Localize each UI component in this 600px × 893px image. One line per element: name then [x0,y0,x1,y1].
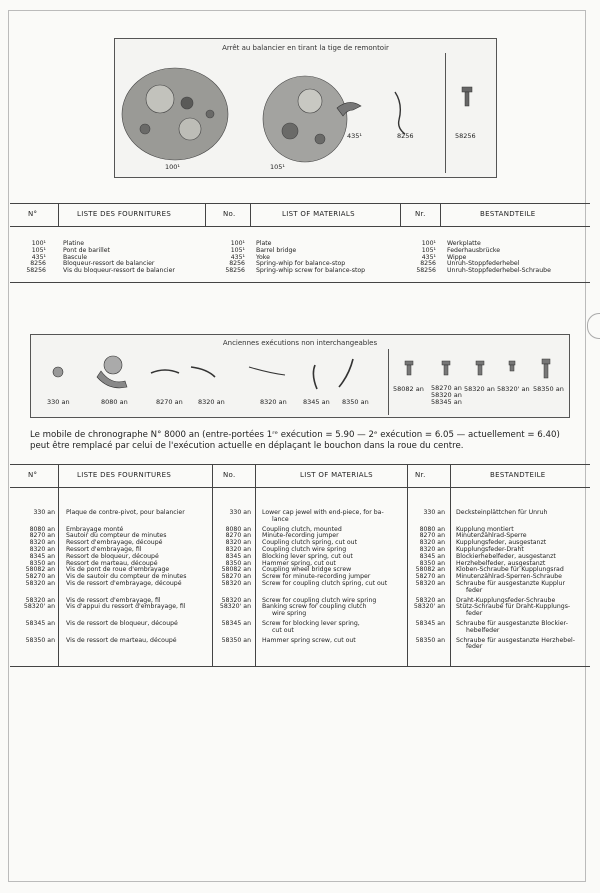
part-label: 8080 an [101,398,128,406]
screw-label: 58320' an [497,385,530,393]
chronograph-note: Le mobile de chronographe N° 8000 an (entre-portées 1ʳᵉ exécution = 5.90 — 2ᵉ exécution = 6.05 — actuellement = 6.40) peut être remplacé par celui de l'exécution actuelle en déplaçant le bouchon dans la roue du centre. [30,430,560,451]
col-number-de: 100¹ 105¹ 435¹ 8256 58256 [416,240,436,275]
part-label: 100¹ [165,163,181,171]
screws-image [405,359,550,378]
header-no-en: No. [223,210,236,218]
clutch-image [97,356,127,388]
part-label: 8350 an [342,398,369,406]
column-divider [255,465,256,666]
spring-whip-image [395,92,405,134]
table-header [10,204,590,227]
part-label: 8320 an [198,398,225,406]
column-divider [450,465,451,666]
screw-label: 58082 an [393,385,424,393]
column-divider [205,204,206,226]
header-no-en: No. [223,471,236,479]
col-number-en: 330 an 8080 an 8270 an 8320 an 8320 an 8345 an 8350 an 58082 an 58270 an 58320 an 58320 an 58320' an 58345 an 58350 an [219,509,251,644]
col-number-fr: 330 an 8080 an 8270 an 8320 an 8320 an 8345 an 8350 an 58082 an 58270 an 58320 an 58320 an 58320' an 58345 an 58350 an [23,509,55,644]
part-label: 435¹ [347,132,363,140]
hammer-spring-image [339,359,353,387]
panel-caption: Anciennes exécutions non interchangeables [222,339,378,347]
col-fournitures: Platine Pont de barillet Bascule Bloqueur-ressort de balancier Vis du bloqueur-ressort de balancier [63,240,175,275]
jumper-image [151,370,179,373]
column-divider [58,204,59,226]
col-materials: Plate Barrel bridge Yoke Spring-whip for balance-stop Spring-whip screw for balance-stop [256,240,366,275]
header-fournitures: LISTE DES FOURNITURES [77,210,172,218]
col-number-de: 330 an 8080 an 8270 an 8320 an 8320 an 8345 an 8350 an 58082 an 58270 an 58320 an 58320 an 58320' an 58345 an 58350 an [413,509,445,644]
header-no-de: Nr. [415,210,426,218]
column-divider [440,204,441,226]
header-no-de: Nr. [415,471,426,479]
wire-spring-image [249,367,285,375]
screw-label: 58350 an [533,385,564,393]
column-divider [400,204,401,226]
parts-photo-panel [114,38,497,178]
parts-illustration [115,39,498,179]
header-no-fr: N° [28,471,38,479]
col-bestandteile: Werkplatte Federhausbrücke Wippe Unruh-Stoppfederhebel Unruh-Stoppfederhebel-Schraube [447,240,551,275]
old-parts-photo-panel [30,334,570,418]
part-label: 8345 an [303,398,330,406]
screw-label: 58270 an 58320 an 58345 an [431,384,462,406]
col-bestandteile: Decksteinplättchen für Unruh Kupplung montiert Minutenzählrad-Sperre Kupplungsfeder, ausgestanzt Kupplungsfeder-Draht Blockierhebelfeder, ausgestanzt Herzhebelfeder, ausgestanzt Kloben-Schraube für Kupplungsrad Minutenzählrad-Sperren-Schraube Schraube für ausgestanzte Kupplur feder Draht-Kupplungsfeder-Schraube Stütz-Schraube für Draht-Kupplungs- feder Schraube für ausgestanzte Blockier- hebelfeder Schraube für ausgestanzte Herzhebel- feder [456,509,575,651]
part-label: 330 an [47,398,70,406]
column-divider [250,204,251,226]
screw-image [462,87,472,106]
col-materials: Lower cap jewel with end-piece, for ba- lance Coupling clutch, mounted Minute-recording jumper Coupling clutch spring, cut out Coupling clutch wire spring Blocking lever spring, cut out Hammer spring, cut out Coupling wheel bridge screw Screw for minute-recording jumper Screw for coupling clutch spring, cut out Screw for coupling clutch wire spring Banking screw for coupling clutch wire spring Screw for blocking lever spring, cut out Hammer spring screw, cut out [262,509,388,644]
materials-table-1 [10,203,590,283]
col-number-en: 100¹ 105¹ 435¹ 8256 58256 [225,240,245,275]
header-fournitures: LISTE DES FOURNITURES [77,471,172,479]
part-label: 105¹ [270,163,286,171]
col-fournitures: Plaque de contre-pivot, pour balancier Embrayage monté Sautoir du compteur de minutes Ressort d'embrayage, découpé Ressort d'embrayage, fil Ressort de bloqueur, découpé Ressort de marteau, découpé Vis de pont de roue d'embrayage Vis de sautoir du compteur de minutes Vis de ressort d'embrayage, découpé Vis de ressort d'embrayage, fil Vis d'appui du ressort d'embrayage, fil Vis de ressort de bloqueur, découpé Vis de ressort de marteau, découpé [66,509,187,644]
plate-image [122,68,228,160]
header-bestandteile: BESTANDTEILE [490,471,546,479]
part-label: 8320 an [260,398,287,406]
header-no-fr: N° [28,210,38,218]
part-label: 8256 [397,132,414,140]
col-number-fr: 100¹ 105¹ 435¹ 8256 58256 [26,240,46,275]
materials-table-2 [10,464,590,667]
header-materials: LIST OF MATERIALS [300,471,373,479]
clutch-spring-image [191,367,215,377]
binder-hole-mark [587,313,600,339]
header-bestandteile: BESTANDTEILE [480,210,536,218]
header-materials: LIST OF MATERIALS [282,210,355,218]
table-header [10,465,590,488]
screw-label: 58320 an [464,385,495,393]
part-label: 8270 an [156,398,183,406]
old-parts-illustration [31,335,571,419]
column-divider [58,465,59,666]
cap-jewel-image [53,367,63,377]
panel-caption: Arrêt au balancier en tirant la tige de remontoir [222,44,389,52]
part-label: 58256 [455,132,476,140]
barrel-bridge-image [263,76,347,162]
blocking-spring-image [313,365,317,389]
